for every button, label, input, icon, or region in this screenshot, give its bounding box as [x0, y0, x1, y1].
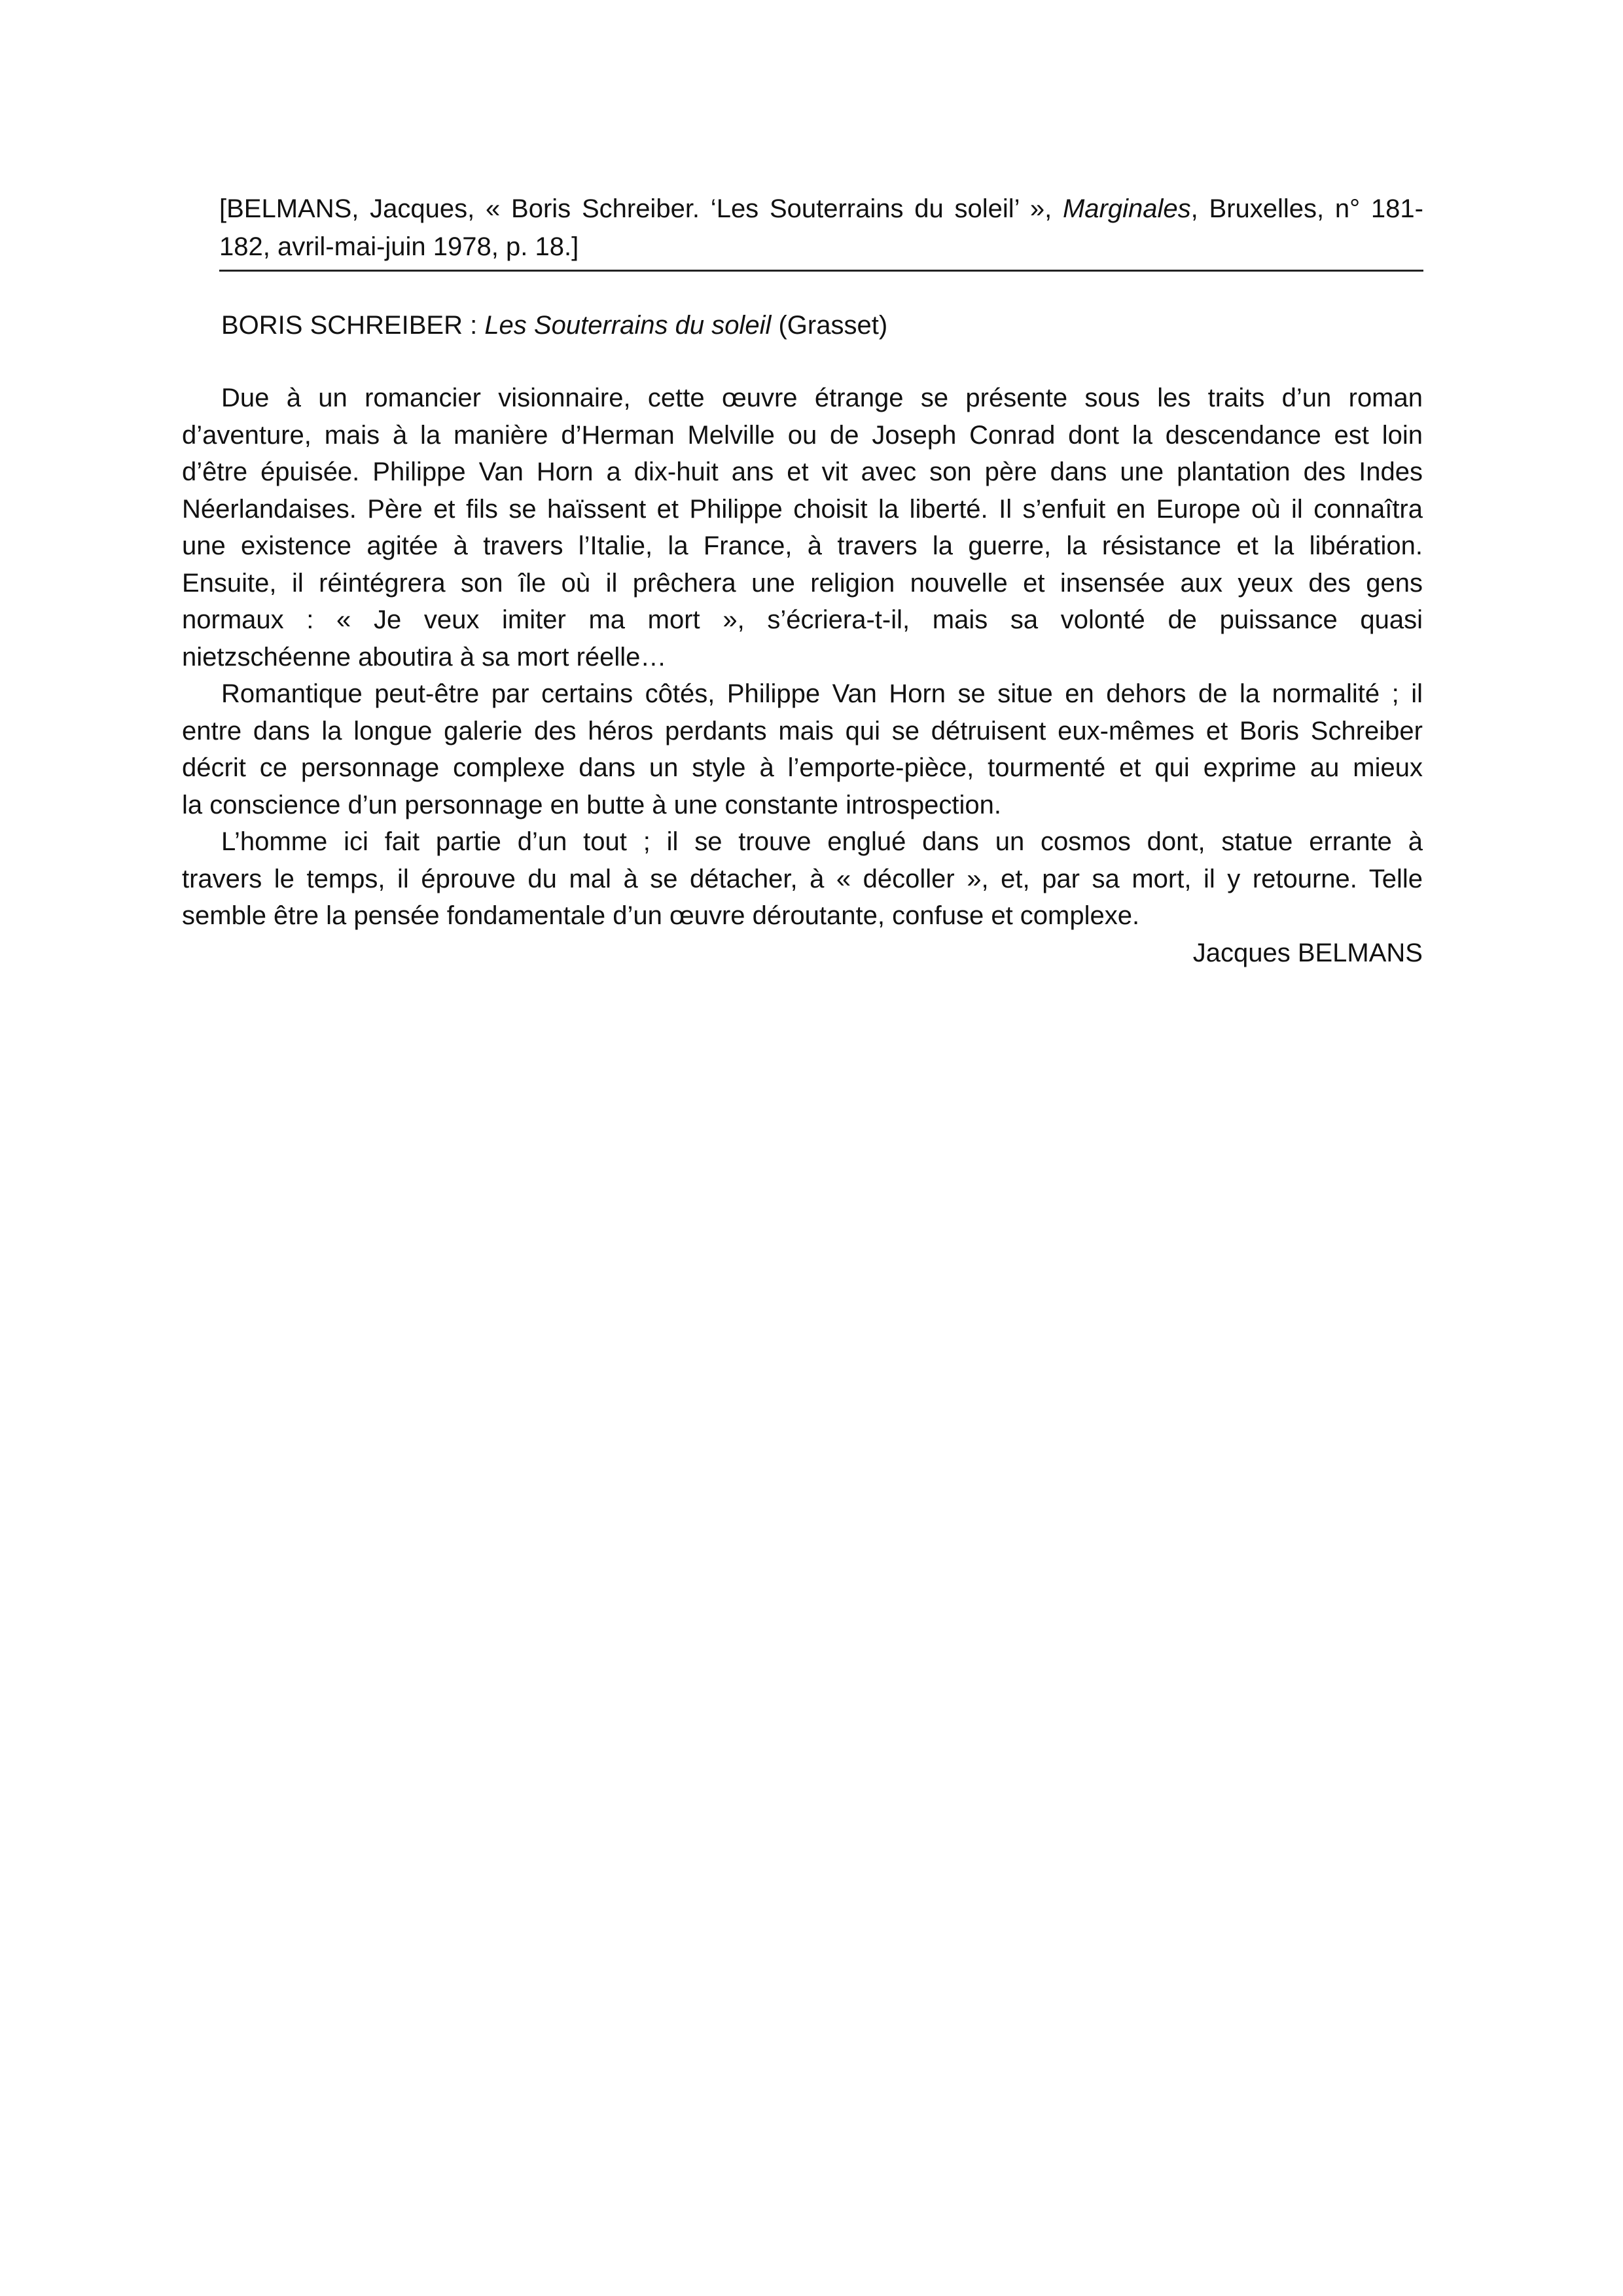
paragraph-2 [182, 675, 1423, 823]
text-line: L’homme ici fait partie d’un tout ; il se trouve englué dans un cosmos dont, statue errante à [221, 827, 1423, 856]
review-signature: Jacques BELMANS [1192, 938, 1423, 967]
text-line: Ensuite, il réintégrera son île où il prêchera une religion nouvelle et insensée aux yeux des gens [182, 568, 1423, 598]
reference-line-2: 182, avril-mai-juin 1978, p. 18.] [219, 232, 579, 261]
text-line: Néerlandaises. Père et fils se haïssent et Philippe choisit la liberté. Il s’enfuit en Europe où il connaîtra [182, 494, 1423, 524]
reference-text: , Bruxelles, n° 181- [1190, 194, 1423, 223]
review-body [182, 380, 1423, 971]
text-line: entre dans la longue galerie des héros perdants mais qui se détruisent eux-mêmes et Boris Schreiber [182, 716, 1423, 745]
book-author: BORIS SCHREIBER : [221, 311, 485, 340]
text-line: Romantique peut-être par certains côtés, Philippe Van Horn se situe en dehors de la normalité ; il [221, 679, 1423, 708]
text-line: Due à un romancier visionnaire, cette œuvre étrange se présente sous les traits d’un roman [221, 384, 1423, 412]
text-line: travers le temps, il éprouve du mal à se détacher, à « décoller », et, par sa mort, il y retourne. Telle [182, 864, 1423, 893]
text-line: semble être la pensée fondamentale d’un œuvre déroutante, confuse et complexe. [182, 901, 1140, 930]
text-line: nietzschéenne aboutira à sa mort réelle… [182, 642, 667, 672]
text-line: une existence agitée à travers l’Italie, la France, à travers la guerre, la résistance et la libération. [182, 531, 1423, 560]
text-line: la conscience d’un personnage en butte à une constante introspection. [182, 790, 1001, 819]
book-title: Les Souterrains du soleil [484, 311, 772, 340]
reference-line-1 [219, 190, 1423, 228]
text-line: d’être épuisée. Philippe Van Horn a dix-huit ans et vit avec son père dans une plantation des Indes [182, 457, 1423, 486]
bibliographic-reference [219, 190, 1423, 272]
text-line: décrit ce personnage complexe dans un style à l’emporte-pièce, tourmenté et qui exprime au mieux [182, 753, 1423, 782]
journal-title: Marginales [1062, 194, 1191, 223]
review-heading [221, 306, 887, 344]
paragraph-3 [182, 823, 1423, 935]
book-publisher: (Grasset) [771, 311, 888, 340]
text-line: normaux : « Je veux imiter ma mort », s’écriera-t-il, mais sa volonté de puissance quasi [182, 605, 1423, 634]
text-line: d’aventure, mais à la manière d’Herman Melville ou de Joseph Conrad dont la descendance est loin [182, 420, 1423, 450]
reference-text: [BELMANS, Jacques, « Boris Schreiber. ‘Les Souterrains du soleil’ », [219, 194, 1063, 223]
paragraph-1 [182, 380, 1423, 675]
